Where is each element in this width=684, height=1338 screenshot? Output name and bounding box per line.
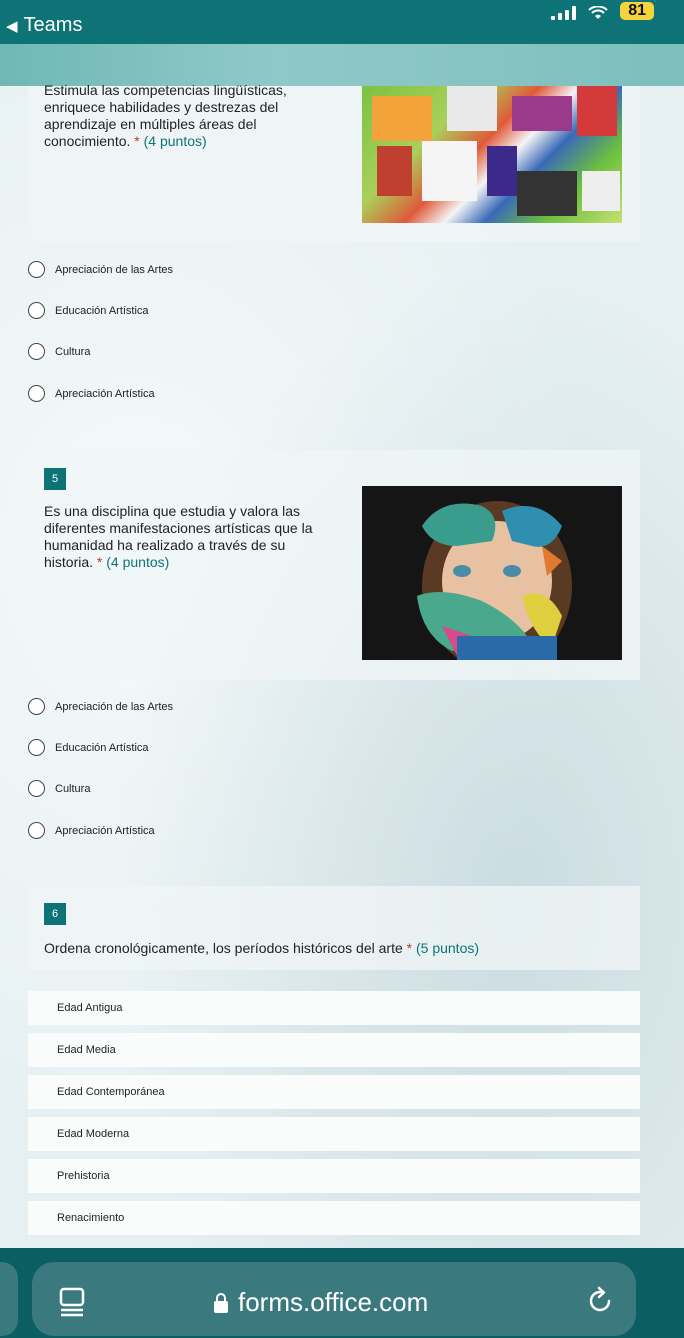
lock-icon bbox=[214, 1301, 228, 1313]
previous-tab-pill[interactable] bbox=[0, 1262, 18, 1336]
radio-button[interactable] bbox=[28, 739, 45, 756]
url-display[interactable]: forms.office.com bbox=[214, 1287, 428, 1318]
reload-icon[interactable] bbox=[585, 1286, 615, 1316]
q5-option-1[interactable]: Apreciación de las Artes bbox=[28, 698, 173, 715]
q4-option-4[interactable]: Apreciación Artística bbox=[28, 385, 155, 402]
question-6-number: 6 bbox=[44, 903, 66, 925]
radio-button[interactable] bbox=[28, 385, 45, 402]
wifi-icon bbox=[588, 6, 608, 20]
question-5-number: 5 bbox=[44, 468, 66, 490]
status-bar bbox=[0, 0, 684, 44]
ranking-item-5[interactable]: Prehistoria bbox=[28, 1159, 640, 1193]
question-5-text: Es una disciplina que estudia y valora las diferentes manifestaciones artísticas que la humanidad ha realizado a través de su historia. * (4 puntos) bbox=[44, 503, 313, 570]
question-4-text: Estimula las competencias lingüísticas, enriquece habilidades y destrezas del aprendizaje en múltiples áreas del conocimiento. * (4 puntos) bbox=[44, 82, 287, 149]
radio-button[interactable] bbox=[28, 698, 45, 715]
radio-button[interactable] bbox=[28, 261, 45, 278]
back-arrow-icon: ◀ bbox=[6, 17, 18, 35]
radio-button[interactable] bbox=[28, 780, 45, 797]
q4-option-2[interactable]: Educación Artística bbox=[28, 302, 149, 319]
question-6-card bbox=[28, 886, 640, 970]
back-to-teams-button[interactable] bbox=[6, 14, 82, 37]
q4-option-1[interactable]: Apreciación de las Artes bbox=[28, 261, 173, 278]
radio-button[interactable] bbox=[28, 302, 45, 319]
back-label: Teams bbox=[23, 14, 83, 36]
ranking-item-6[interactable]: Renacimiento bbox=[28, 1201, 640, 1235]
ranking-item-3[interactable]: Edad Contemporánea bbox=[28, 1075, 640, 1109]
q5-option-2[interactable]: Educación Artística bbox=[28, 739, 149, 756]
q5-option-4[interactable]: Apreciación Artística bbox=[28, 822, 155, 839]
ranking-item-4[interactable]: Edad Moderna bbox=[28, 1117, 640, 1151]
ranking-item-2[interactable]: Edad Media bbox=[28, 1033, 640, 1067]
ranking-item-1[interactable]: Edad Antigua bbox=[28, 991, 640, 1025]
form-banner bbox=[0, 44, 684, 86]
battery-indicator: 81 bbox=[620, 2, 654, 20]
radio-button[interactable] bbox=[28, 822, 45, 839]
question-5-image bbox=[362, 486, 622, 660]
radio-button[interactable] bbox=[28, 343, 45, 360]
tabs-icon[interactable] bbox=[58, 1287, 86, 1317]
question-4-image bbox=[362, 86, 622, 223]
signal-icon bbox=[551, 6, 576, 20]
q4-option-3[interactable]: Cultura bbox=[28, 343, 90, 360]
question-6-text: Ordena cronológicamente, los períodos históricos del arte * (5 puntos) bbox=[44, 940, 480, 956]
q5-option-3[interactable]: Cultura bbox=[28, 780, 90, 797]
